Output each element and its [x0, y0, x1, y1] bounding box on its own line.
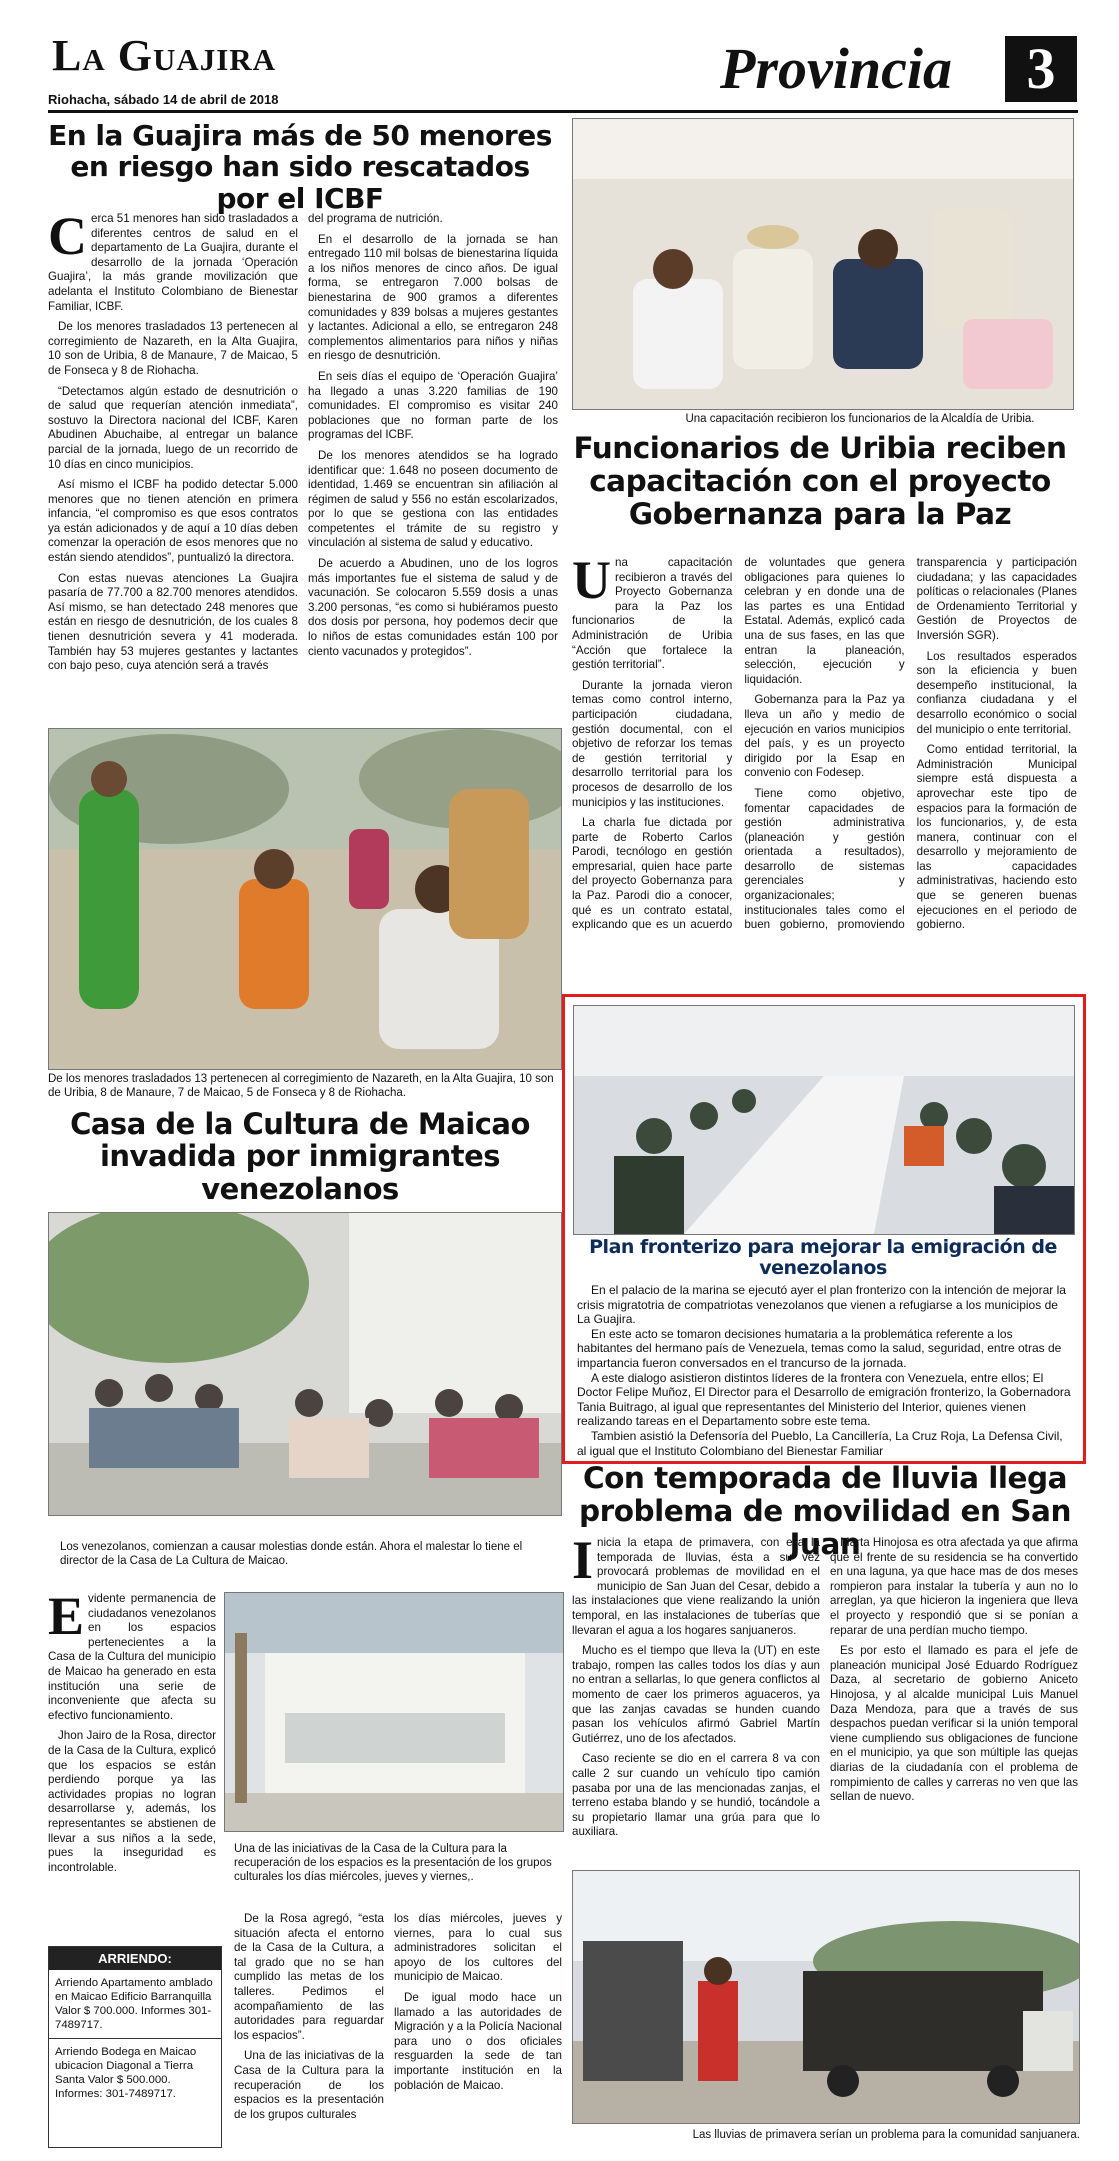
icbf-headline: En la Guajira más de 50 menores en riesgo han sido rescatados por el ICBF: [48, 119, 552, 215]
icbf-photo: [48, 728, 562, 1070]
lluvia-column-1: [572, 1530, 820, 1846]
masthead-rule: [48, 110, 1078, 113]
classifieds-box: [48, 1946, 222, 2148]
paragraph: Caso reciente se dio en el carrera 8 va con calle 2 sur cuando un vehículo tipo camión pasaba por una de las mencionadas zanjas, el terreno estaba blando y se hundió, tocándole a su propietario llamar una grúa para que lo auxiliara.: [572, 1752, 820, 1839]
page-number: 3: [1005, 36, 1077, 102]
paragraph: Como entidad territorial, la Administración Municipal siempre está dispuesta a aprovechar este tipo de espacios para la formación de los funcionarios, y, de esta manera, continuar con el desarrollo y mejoramiento de las capacidades administrativas, haciendo esto que se generen buenas ejecuciones en el periodo de gobierno.: [916, 743, 1077, 932]
lluvia-column-2: [830, 1536, 1078, 1811]
uribia-body: [572, 550, 1077, 982]
uribia-headline: Funcionarios de Uribia reciben capacitación con el proyecto Gobernanza para la Paz: [573, 431, 1067, 532]
paragraph: Los resultados esperados son la eficiencia y buen desempeño institucional, la confianza ciudadana y el desarrollo económico o social del municipio o ente territorial.: [916, 649, 1077, 736]
lluvia-dropcap: I: [572, 1530, 594, 1590]
paragraph: En seis días el equipo de ‘Operación Guajira’ ha llegado a unas 3.220 familias de 190 comunidades. El compromiso es visitar 240 poblaciones que no forman parte de los programas del ICBF.: [308, 369, 558, 442]
cultura-column-2: [234, 1912, 384, 2128]
icbf-dropcap: C: [48, 206, 87, 266]
cultura-photo-caption: Los venezolanos, comienzan a causar molestias donde están. Ahora el malestar lo tiene el director de la Casa de La Cultura de Maicao.: [60, 1541, 523, 1567]
plan-photo: [573, 1005, 1075, 1235]
cultura-photo-2: [224, 1592, 564, 1832]
cultura-headline: Casa de la Cultura de Maicao invadida por inmigrantes venezolanos: [70, 1107, 530, 1206]
lluvia-photo-caption: Las lluvias de primavera serían un problema para la comunidad sanjuanera.: [692, 2129, 1080, 2141]
paragraph: A este dialogo asistieron distintos líderes de la frontera con Venezuela, entre ellos; El Doctor Felipe Muñoz, El Director para el Desarrollo de emigración fronterizo, la Gobernadora Tania Buitrago, al igual que representantes del Ministerio del Interior, quienes vienen realizando tareas en el Departamento sobre este tema.: [577, 1370, 1071, 1429]
paragraph: En el desarrollo de la jornada se han entregado 110 mil bolsas de bienestarina líquida a los niños menores de cinco años. De igual forma, se entregaron 7.000 bolsas de bienestarina de 900 gramos a diferentes comunidades y 839 bolsas a mujeres gestantes y lactantes. Adicional a ello, se entregaron 248 complementos alimentarios para niños y niñas en riesgo de desnutrición.: [308, 232, 558, 363]
paragraph: Mucho es el tiempo que lleva la (UT) en este trabajo, rompen las calles todos los días y aun no entran a sellarlas, lo que genera conflictos al momento de caer los primeros aguaceros, ya que las zanjas cavadas se hunden cuando pasan los vehículos afirmó Gabriel Martín Gutiérrez, uno de los afectados.: [572, 1644, 820, 1745]
paragraph: Durante la jornada vieron temas como control interno, participación ciudadana, gestión documental, con el objetivo de reforzar los temas de gestión territorial y desarrollo territorial para los procesos de desarrollo de los municipios y las instituciones.: [572, 678, 733, 809]
paragraph: De los menores trasladados 13 pertenecen al corregimiento de Nazareth, en la Alta Guajira, 10 son de Uribia, 8 de Manaure, 7 de Maicao, 5 de Fonseca y 8 de Riohacha.: [48, 320, 298, 377]
paragraph: Tambien asistió la Defensoría del Pueblo, La Cancillería, La Cruz Roja, La Defensa Civil, al igual que el Instituto Colombiano del Bienestar Familiar: [577, 1428, 1063, 1458]
paragraph: De igual modo hace un llamado a las autoridades de Migración y a la Policía Nacional para uno o dos oficiales resguarden la sede de tan importante institución en la población de Maicao.: [394, 1990, 562, 2092]
paragraph: Una de las iniciativas de la Casa de la Cultura para la recuperación de los espacios es la presentación de los grupos culturales: [234, 2049, 384, 2121]
paragraph: En este acto se tomaron decisiones humataria a la problemática referente a los habitantes del hermano país de Venezuela, temas como la salud, seguridad, entre otras de impartancia fueron conversados en el trancurso de la jornada.: [577, 1326, 1062, 1370]
paragraph: na capacitación recibieron a través del Proyecto Gobernanza para la Paz los funcionarios de la Administración de Uribia “Acción que fortalece la gestión territorial”.: [572, 556, 733, 672]
cultura-column-3: [394, 1912, 562, 2099]
lluvia-headline: Con temporada de lluvia llega problema de movilidad en San Juan: [579, 1461, 1071, 1562]
paragraph: los días miércoles, jueves y viernes, para lo cual sus administradores solicitan el apoyo de los cultores del municipio de Maicao.: [394, 1912, 562, 1984]
uribia-photo: [572, 118, 1074, 410]
uribia-photo-caption: Una capacitación recibieron los funcionarios de la Alcaldía de Uribia.: [685, 413, 1035, 425]
paragraph: De acuerdo a Abudinen, uno de los logros más importantes fue el sistema de salud y de vacunación. Se colocaron 5.559 dosis a unas 3.200 personas, “es como si hubiéramos puesto dos dosis por persona, hoy podemos decir que lo niños de estas comunidades están 100 por ciento vacunados y protegidos”.: [308, 557, 558, 658]
paragraph: Marta Hinojosa es otra afectada ya que afirma que el frente de su residencia se ha convertido en una laguna, ya que hace mas de dos meses rompieron para instalar la tubería y aun no lo arreglan, ya que hicieron la ingeniera que lleva el proyecto y respondió que si se ponían a reparar de una perdían mucho tiempo.: [830, 1536, 1078, 1637]
paragraph: del programa de nutrición.: [308, 212, 443, 225]
paragraph: Tiene como objetivo, fomentar capacidades de gestión administrativa (planeación y gestión orientada a resultados), desarrollo de sistemas gerenciales y organizacionales; institucionales tales como el buen gobierno, promoviendo transparencia y participación ciudadana; y las capacidades políticas o relacionales (Planes de Ordenamiento Territorial y Gestión de Proyectos de Inversión SGR).: [744, 556, 1077, 932]
cultura-dropcap: E: [48, 1586, 85, 1646]
lluvia-photo: [572, 1870, 1080, 2124]
cultura-column-1: [48, 1586, 216, 1881]
uribia-dropcap: U: [572, 550, 611, 610]
cultura-photo: [48, 1212, 562, 1516]
paragraph: En el palacio de la marina se ejecutó ayer el plan fronterizo con la intención de mejorar la crisis migratotria de compatriotas venezolanos que vienen a refugiarse a los municipios de La Guajira.: [577, 1283, 1066, 1327]
paragraph: De los menores atendidos se ha logrado identificar que: 1.648 no poseen documento de identidad, 1.469 se encuentran sin afiliación al régimen de salud y 556 no están escolarizados, por lo que se gestiona con las entidades competentes el trámite de su registro y vinculación al sistema de salud y educativo.: [308, 448, 558, 550]
dateline: Riohacha, sábado 14 de abril de 2018: [48, 92, 279, 107]
paragraph: vidente permanencia de ciudadanos venezolanos en los espacios pertenecientes a la Casa de la Cultura del municipio de Maicao ha generado en esta institución una serie de inconveniente que afecta su efectivo funcionamiento.: [48, 1592, 216, 1722]
masthead-brand: La Guajira: [52, 31, 277, 80]
paragraph: erca 51 menores han sido trasladados a diferentes centros de salud en el departamento de La Guajira, durante el desarrollo de la jornada ‘Operación Guajira’, la más grande movilización que adelanta el Instituto Colombiano de Bienestar Familiar, ICBF.: [48, 212, 298, 313]
paragraph: Así mismo el ICBF ha podido detectar 5.000 menores que no tienen atención en primera infancia, “el compromiso es que esos contratos ya están adicionados y de aquí a 10 días deben comenzar la operación de esos menores que no están siendo atendidos”, puntualizó la directora.: [48, 478, 298, 565]
classified-ad-1: Arriendo Apartamento amblado en Maicao Edificio Barranquilla Valor $ 700.000. Informes 301-7489717.: [55, 1977, 213, 2031]
paragraph: nicia la etapa de primavera, con ella la temporada de lluvias, ésta a su vez provocará problemas de movilidad en el municipio de San Juan del Cesar, debido a las instalaciones que viene realizando la unión temporal, en las instalaciones de tuberías que llevaran el agua a los hogares sanjuaneros.: [572, 1536, 820, 1637]
paragraph: Jhon Jairo de la Rosa, director de la Casa de la Cultura, explicó que los espacios se están perdiendo porque ya las actividades propias no logran desarrollarse y, además, los representantes se abstienen de llevar a sus niños a la sede, pues la inseguridad es incontrolable.: [48, 1729, 216, 1874]
classifieds-title: ARRIENDO:: [49, 1947, 221, 1970]
paragraph: Gobernanza para la Paz ya lleva un año y medio de ejecución en varios municipios del país, y es un proyecto dirigido por la Esap en convenio con Fodesep.: [744, 693, 905, 780]
plan-box: [562, 994, 1086, 1464]
section-title: Provincia: [720, 36, 952, 101]
paragraph: “Detectamos algún estado de desnutrición o de salud que requerían atención inmediata”, sostuvo la Directora nacional del ICBF, Karen Abudinen Abuchaibe, al entregar un balance parcial de la jornada, luego de un recorrido de 10 días en cinco municipios.: [48, 384, 298, 471]
plan-headline: Plan fronterizo para mejorar la emigración de venezolanos: [589, 1236, 1057, 1280]
plan-body: [577, 1283, 1071, 1458]
paragraph: Es por esto el llamado es para el jefe de planeación municipal José Eduardo Rodríguez Daza, al secretario de gobierno Aniceto Hinojosa, y al alcalde municipal Luis Manuel Daza Mendoza, para que a través de sus despachos puedan verificar si la unión temporal viene cumpliendo sus obligaciones de funcione en el municipio, ya que son múltiple las quejas diarias de la ciudadanía con el problema de rompimiento de calles y carreras no ven que las sellan de nuevo.: [830, 1644, 1078, 1804]
paragraph: Con estas nuevas atenciones La Guajira pasaría de 77.700 a 82.700 menores atendidos. Así mismo, se han detectado 248 menores que están en riesgo de desnutrición, de los cuales 8 tienen desnutrición severa y 41 moderada. También hay 53 mujeres gestantes y lactantes con bajo peso, cuya atención será a través: [48, 571, 298, 673]
icbf-column-2: [308, 212, 558, 665]
icbf-column-1: [48, 206, 298, 680]
classified-ad-2: Arriendo Bodega en Maicao ubicacion Diagonal a Tierra Santa Valor $ 500.000. Informes: 301-7489717.: [49, 2038, 221, 2101]
paragraph: De la Rosa agregó, “esta situación afecta el entorno de la Casa de la Cultura, a tal grado que no se han cumplido las metas de los talleres. Pedimos el acompañamiento de las autoridades para reguardar los espacios”.: [234, 1912, 384, 2042]
cultura-photo-2-caption: Una de las iniciativas de la Casa de la Cultura para la recuperación de los espacios es la presentación de los grupos culturales los días miércoles, jueves y viernes,.: [234, 1843, 552, 1883]
icbf-photo-caption: De los menores trasladados 13 pertenecen al corregimiento de Nazareth, en la Alta Guajira, 10 son de Uribia, 8 de Manaure, 7 de Maicao, 5 de Fonseca y 8 de Riohacha.: [48, 1073, 554, 1099]
paragraph: La charla fue dictada por parte de Roberto Carlos Parodi, tecnólogo en gestión empresarial, quien hace parte del proyecto Gobernanza para la Paz. Parodi dio a conocer, qué es un contrato estatal, explicando que es un acuerdo de voluntades que genera obligaciones para quienes lo celebran y en donde una de las partes es una Entidad Estatal. Además, explicó cada una de sus fases, en las que entran la planeación, selección, ejecución y liquidación.: [572, 556, 905, 932]
